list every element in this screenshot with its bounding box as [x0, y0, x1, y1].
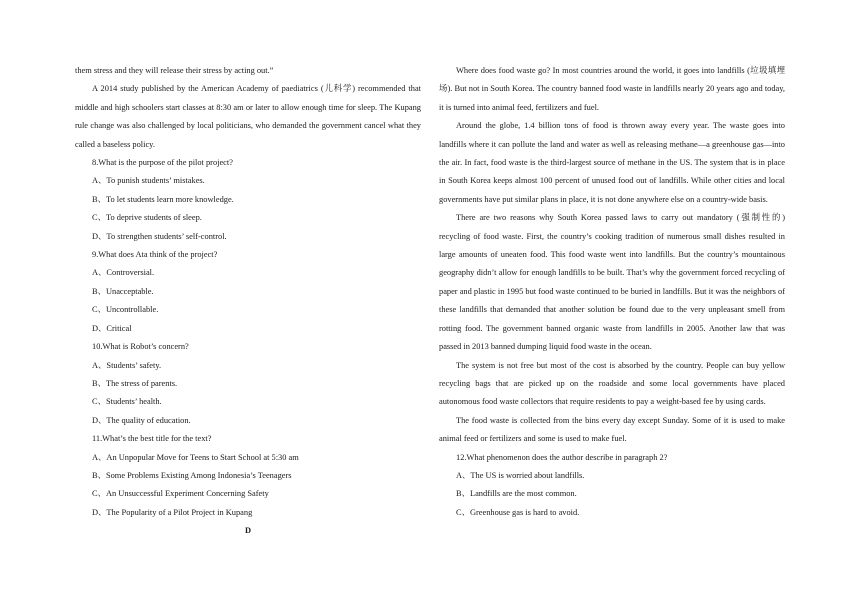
q8-option-b: B、To let students learn more knowledge.	[92, 194, 234, 204]
q11-option-c: C、An Unsuccessful Experiment Concerning Safety	[92, 489, 269, 499]
q12-option-a: A、The US is worried about landfills.	[456, 470, 585, 480]
question-8: 8.What is the purpose of the pilot project?	[92, 158, 233, 168]
question-10: 10.What is Robot’s concern?	[92, 342, 189, 352]
q9-option-a: A、Controversial.	[92, 268, 155, 278]
right-column	[439, 62, 785, 522]
q8-option-d: D、To strengthen students’ self-control.	[92, 231, 227, 241]
q11-option-d: D、The Popularity of a Pilot Project in Kupang	[92, 507, 253, 517]
q9-option-d: D、Critical	[92, 323, 132, 333]
passage-paragraph-3: There are two reasons why South Korea passed laws to carry out mandatory (强制性的) recycling of food waste. First, the country’s cooking tradition of numerous small dishes resulted in large amounts of uneaten food. This food waste went into landfills. But the country’s mountainous geography didn’t allow for enough landfills to be built. That’s why the government forced recycling of paper and plastic in 1995 but food waste continued to be buried in landfills. But it was the neighbors of these landfills that demanded that another solution be found due to the very unpleasant smell from rotting food. The government banned organic waste from landfills in 2005. Another law that was passed in 2013 banned dumping liquid food waste in the ocean.	[439, 213, 785, 352]
q10-option-b: B、The stress of parents.	[92, 378, 178, 388]
q8-option-c: C、To deprive students of sleep.	[92, 213, 202, 223]
passage-paragraph-5: The food waste is collected from the bins every day except Sunday. Some of it is used to make animal feed or fertilizers and some is used to make fuel.	[439, 415, 785, 444]
q10-option-a: A、Students’ safety.	[92, 360, 162, 370]
passage-paragraph-4: The system is not free but most of the cost is absorbed by the country. People can buy yellow recycling bags that are picked up on the roadside and some local governments have placed autonomous food waste collectors that require residents to pay a weight-based fee by using cards.	[439, 360, 785, 407]
q9-option-b: B、Unacceptable.	[92, 286, 154, 296]
q11-option-a: A、An Unpopular Move for Teens to Start School at 5:30 am	[92, 452, 299, 462]
q10-option-c: C、Students’ health.	[92, 397, 162, 407]
left-column	[75, 62, 421, 541]
question-11: 11.What’s the best title for the text?	[92, 434, 212, 444]
question-9: 9.What does Ata think of the project?	[92, 250, 218, 260]
continuation-text: them stress and they will release their stress by acting out.”	[75, 66, 274, 75]
q12-option-c: C、Greenhouse gas is hard to avoid.	[456, 507, 580, 517]
section-letter: D	[244, 526, 252, 536]
passage-paragraph-1: Where does food waste go? In most countries around the world, it goes into landfills (垃圾填埋场). But not in South Korea. The country banned food waste in landfills nearly 20 years ago and today, it is turned into animal feed, fertilizers and fuel.	[439, 66, 785, 112]
q11-option-b: B、Some Problems Existing Among Indonesia’s Teenagers	[92, 470, 292, 480]
q8-option-a: A、To punish students’ mistakes.	[92, 176, 205, 186]
study-paragraph: A 2014 study published by the American Academy of paediatrics (儿科学) recommended that middle and high schoolers start classes at 8:30 am or later to allow enough time for sleep. The Kupang rule change was also challenged by local politicians, who demanded the government cancel what they called a baseless policy.	[75, 84, 421, 149]
passage-paragraph-2: Around the globe, 1.4 billion tons of food is thrown away every year. The waste goes into landfills where it can pollute the land and water as well as releasing methane—a greenhouse gas—into the air. In fact, food waste is the third-largest source of methane in the US. The system that is in place in South Korea keeps almost 100 percent of unused food out of landfills. While other cities and local governments have put similar plans in place, it is not done anywhere else on a country-wide basis.	[439, 121, 785, 204]
question-12: 12.What phenomenon does the author describe in paragraph 2?	[456, 452, 668, 462]
q12-option-b: B、Landfills are the most common.	[456, 489, 577, 499]
q10-option-d: D、The quality of education.	[92, 415, 191, 425]
q9-option-c: C、Uncontrollable.	[92, 305, 159, 315]
